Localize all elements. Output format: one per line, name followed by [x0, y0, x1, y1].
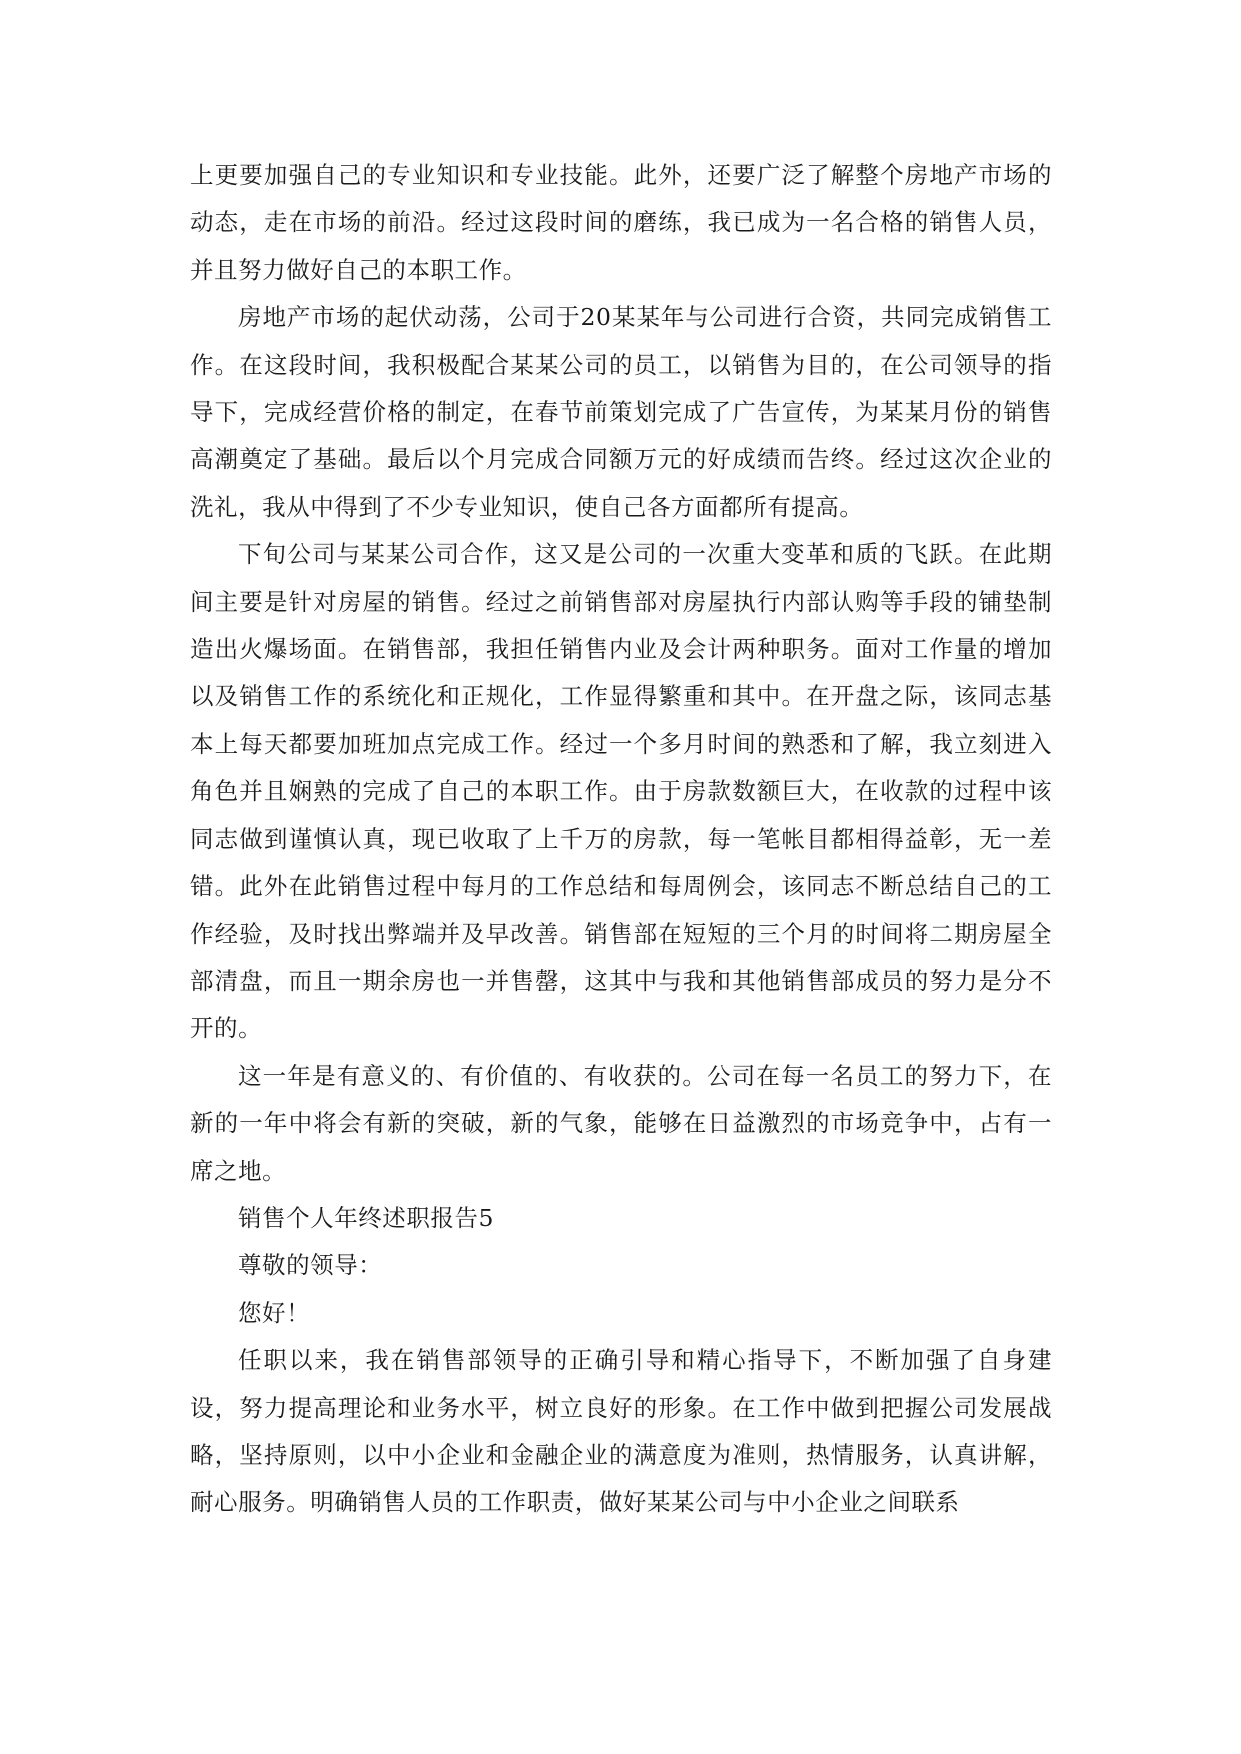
paragraph-cooperation: 下旬公司与某某公司合作，这又是公司的一次重大变革和质的飞跃。在此期间主要是针对房屋的销售。经过之前销售部对房屋执行内部认购等手段的铺垫制造出火爆场面。在销售部，我担任销售内业及会计两种职务。面对工作量的增加以及销售工作的系统化和正规化，工作显得繁重和其中。在开盘之际，该同志基本上每天都要加班加点完成工作。经过一个多月时间的熟悉和了解，我立刻进入角色并且娴熟的完成了自己的本职工作。由于房款数额巨大，在收款的过程中该同志做到谨慎认真，现已收取了上千万的房款，每一笔帐目都相得益彰，无一差错。此外在此销售过程中每月的工作总结和每周例会，该同志不断总结自己的工作经验，及时找出弊端并及早改善。销售部在短短的三个月的时间将二期房屋全部清盘，而且一期余房也一并售罄，这其中与我和其他销售部成员的努力是分不开的。	[190, 540, 1052, 1043]
document-body	[190, 152, 1052, 1527]
greeting: 您好！	[238, 1298, 311, 1327]
report-title: 销售个人年终述职报告5	[238, 1203, 495, 1232]
paragraph-continuation: 上更要加强自己的专业知识和专业技能。此外，还要广泛了解整个房地产市场的动态，走在市场的前沿。经过这段时间的磨练，我已成为一名合格的销售人员，并且努力做好自己的本职工作。	[190, 161, 1052, 284]
salutation: 尊敬的领导：	[238, 1251, 383, 1280]
paragraph-year-summary: 这一年是有意义的、有价值的、有收获的。公司在每一名员工的努力下，在新的一年中将会有新的突破，新的气象，能够在日益激烈的市场竞争中，占有一席之地。	[190, 1061, 1052, 1185]
paragraph-joint-venture: 房地产市场的起伏动荡，公司于20某某年与公司进行合资，共同完成销售工作。在这段时间，我积极配合某某公司的员工，以销售为目的，在公司领导的指导下，完成经营价格的制定，在春节前策划完成了广告宣传，为某某月份的销售高潮奠定了基础。最后以个月完成合同额万元的好成绩而告终。经过这次企业的洗礼，我从中得到了不少专业知识，使自己各方面都所有提高。	[190, 303, 1052, 521]
paragraph-tenure: 任职以来，我在销售部领导的正确引导和精心指导下，不断加强了自身建设，努力提高理论和业务水平，树立良好的形象。在工作中做到把握公司发展战略，坚持原则，以中小企业和金融企业的满意度为准则，热情服务，认真讲解，耐心服务。明确销售人员的工作职责，做好某某公司与中小企业之间联系	[190, 1346, 1052, 1517]
